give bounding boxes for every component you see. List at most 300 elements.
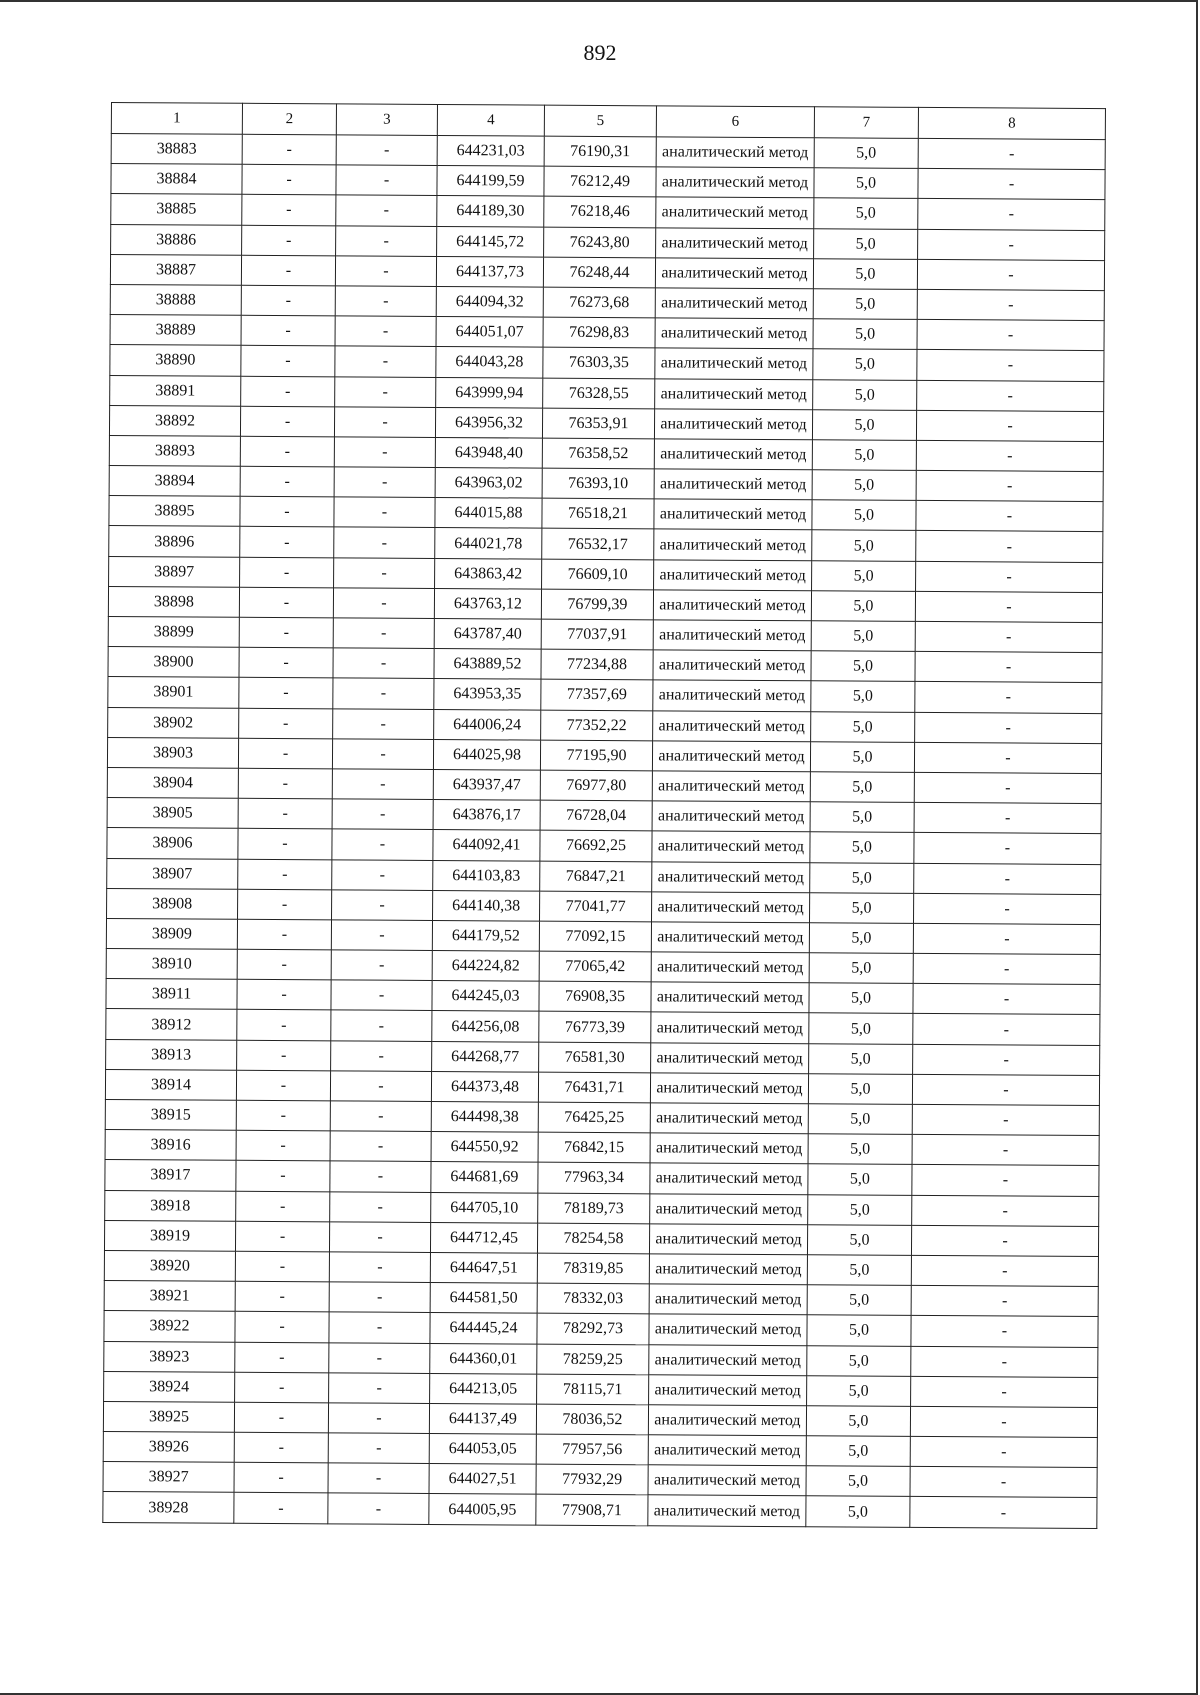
col2-cell: - — [241, 376, 335, 407]
point-number-cell: 38900 — [108, 647, 239, 678]
method-cell: аналитический метод — [649, 1224, 807, 1255]
col2-cell: - — [240, 406, 334, 437]
table-row — [103, 1492, 1097, 1528]
y-coordinate-cell: 76581,30 — [539, 1042, 651, 1073]
col2-cell: - — [236, 1191, 330, 1222]
point-number-cell: 38902 — [108, 707, 239, 738]
precision-cell: 5,0 — [807, 1345, 911, 1376]
col8-cell: - — [917, 320, 1104, 351]
y-coordinate-cell: 76842,15 — [538, 1132, 650, 1163]
x-coordinate-cell: 643963,02 — [435, 468, 542, 499]
y-coordinate-cell: 76773,39 — [539, 1012, 651, 1043]
precision-cell: 5,0 — [812, 500, 916, 531]
col8-cell: - — [915, 621, 1102, 652]
method-cell: аналитический метод — [652, 861, 810, 892]
method-cell: аналитический метод — [653, 710, 811, 741]
method-cell: аналитический метод — [650, 1133, 808, 1164]
method-cell: аналитический метод — [651, 922, 809, 953]
col8-cell: - — [917, 380, 1104, 411]
col8-cell: - — [916, 470, 1103, 501]
y-coordinate-cell: 76248,44 — [543, 257, 655, 288]
col3-cell: - — [332, 890, 433, 921]
column-header-2: 2 — [242, 103, 336, 135]
y-coordinate-cell: 77908,71 — [536, 1495, 648, 1526]
col3-cell: - — [329, 1312, 430, 1343]
y-coordinate-cell: 78259,25 — [537, 1344, 649, 1375]
x-coordinate-cell: 644712,45 — [430, 1222, 537, 1253]
col3-cell: - — [328, 1463, 429, 1494]
col8-cell: - — [915, 591, 1102, 622]
column-header-8: 8 — [918, 107, 1105, 139]
method-cell: аналитический метод — [654, 409, 812, 440]
table-body — [103, 134, 1105, 1529]
precision-cell: 5,0 — [812, 560, 916, 591]
point-number-cell: 38897 — [109, 556, 240, 587]
method-cell: аналитический метод — [653, 620, 811, 651]
x-coordinate-cell: 643948,40 — [435, 437, 542, 468]
x-coordinate-cell: 644025,98 — [433, 739, 540, 770]
method-cell: аналитический метод — [652, 831, 810, 862]
method-cell: аналитический метод — [653, 650, 811, 681]
col8-cell: - — [910, 1467, 1097, 1498]
y-coordinate-cell: 77957,56 — [536, 1434, 648, 1465]
precision-cell: 5,0 — [812, 409, 916, 440]
x-coordinate-cell: 644550,92 — [431, 1132, 538, 1163]
col8-cell: - — [916, 531, 1103, 562]
point-number-cell: 38884 — [111, 164, 242, 195]
precision-cell: 5,0 — [810, 772, 914, 803]
col8-cell: - — [914, 772, 1101, 803]
y-coordinate-cell: 78115,71 — [537, 1374, 649, 1405]
precision-cell: 5,0 — [806, 1406, 910, 1437]
col3-cell: - — [329, 1222, 430, 1253]
col3-cell: - — [331, 1010, 432, 1041]
col8-cell: - — [911, 1316, 1098, 1347]
point-number-cell: 38894 — [109, 466, 240, 497]
col8-cell: - — [911, 1376, 1098, 1407]
col3-cell: - — [333, 588, 434, 619]
method-cell: аналитический метод — [656, 197, 814, 228]
y-coordinate-cell: 76908,35 — [539, 981, 651, 1012]
col8-cell: - — [910, 1406, 1097, 1437]
point-number-cell: 38927 — [103, 1462, 234, 1493]
precision-cell: 5,0 — [806, 1436, 910, 1467]
col2-cell: - — [234, 1493, 328, 1524]
x-coordinate-cell: 643999,94 — [436, 377, 543, 408]
col8-cell: - — [918, 199, 1105, 230]
y-coordinate-cell: 76518,21 — [542, 498, 654, 529]
point-number-cell: 38925 — [103, 1401, 234, 1432]
method-cell: аналитический метод — [649, 1344, 807, 1375]
column-header-4: 4 — [437, 104, 544, 136]
precision-cell: 5,0 — [809, 953, 913, 984]
col8-cell: - — [912, 1074, 1099, 1105]
point-number-cell: 38888 — [110, 284, 241, 315]
col8-cell: - — [914, 742, 1101, 773]
col8-cell: - — [917, 350, 1104, 381]
col8-cell: - — [910, 1436, 1097, 1467]
precision-cell: 5,0 — [813, 289, 917, 320]
precision-cell: 5,0 — [812, 470, 916, 501]
col8-cell: - — [916, 410, 1103, 441]
col2-cell: - — [240, 436, 334, 467]
precision-cell: 5,0 — [811, 591, 915, 622]
y-coordinate-cell: 77037,91 — [541, 619, 653, 650]
col3-cell: - — [333, 648, 434, 679]
col3-cell: - — [335, 376, 436, 407]
x-coordinate-cell: 644581,50 — [430, 1283, 537, 1314]
precision-cell: 5,0 — [813, 349, 917, 380]
col2-cell: - — [238, 829, 332, 860]
x-coordinate-cell: 644006,24 — [434, 709, 541, 740]
point-number-cell: 38903 — [107, 737, 238, 768]
method-cell: аналитический метод — [652, 892, 810, 923]
precision-cell: 5,0 — [812, 440, 916, 471]
point-number-cell: 38926 — [103, 1432, 234, 1463]
point-number-cell: 38904 — [107, 767, 238, 798]
precision-cell: 5,0 — [810, 802, 914, 833]
col3-cell: - — [334, 527, 435, 558]
col3-cell: - — [330, 1101, 431, 1132]
precision-cell: 5,0 — [813, 259, 917, 290]
x-coordinate-cell: 643956,32 — [435, 407, 542, 438]
coordinates-table — [102, 102, 1106, 1529]
precision-cell: 5,0 — [809, 892, 913, 923]
col2-cell: - — [239, 708, 333, 739]
point-number-cell: 38906 — [107, 828, 238, 859]
col3-cell: - — [336, 135, 437, 166]
x-coordinate-cell: 644015,88 — [435, 498, 542, 529]
col3-cell: - — [328, 1433, 429, 1464]
method-cell: аналитический метод — [654, 529, 812, 560]
point-number-cell: 38920 — [104, 1250, 235, 1281]
col8-cell: - — [911, 1346, 1098, 1377]
y-coordinate-cell: 77932,29 — [536, 1464, 648, 1495]
method-cell: аналитический метод — [655, 378, 813, 409]
col3-cell: - — [331, 950, 432, 981]
method-cell: аналитический метод — [650, 1163, 808, 1194]
method-cell: аналитический метод — [656, 137, 814, 168]
col8-cell: - — [910, 1497, 1097, 1528]
y-coordinate-cell: 76728,04 — [540, 800, 652, 831]
precision-cell: 5,0 — [809, 1043, 913, 1074]
point-number-cell: 38883 — [111, 134, 242, 165]
col2-cell: - — [235, 1312, 329, 1343]
col3-cell: - — [329, 1282, 430, 1313]
precision-cell: 5,0 — [811, 711, 915, 742]
y-coordinate-cell: 77357,69 — [541, 680, 653, 711]
col2-cell: - — [236, 1130, 330, 1161]
method-cell: аналитический метод — [653, 680, 811, 711]
method-cell: аналитический метод — [655, 288, 813, 319]
precision-cell: 5,0 — [810, 742, 914, 773]
col8-cell: - — [911, 1255, 1098, 1286]
y-coordinate-cell: 78332,03 — [537, 1283, 649, 1314]
method-cell: аналитический метод — [652, 801, 810, 832]
method-cell: аналитический метод — [650, 1103, 808, 1134]
col8-cell: - — [915, 712, 1102, 743]
col3-cell: - — [336, 195, 437, 226]
col2-cell: - — [236, 1161, 330, 1192]
col3-cell: - — [328, 1493, 429, 1524]
y-coordinate-cell: 76425,25 — [538, 1102, 650, 1133]
point-number-cell: 38912 — [106, 1009, 237, 1040]
point-number-cell: 38923 — [104, 1341, 235, 1372]
col8-cell: - — [911, 1225, 1098, 1256]
method-cell: аналитический метод — [648, 1495, 806, 1526]
x-coordinate-cell: 644681,69 — [431, 1162, 538, 1193]
col3-cell: - — [329, 1342, 430, 1373]
col2-cell: - — [242, 134, 336, 165]
point-number-cell: 38886 — [111, 224, 242, 255]
col3-cell: - — [334, 497, 435, 528]
x-coordinate-cell: 644103,83 — [433, 860, 540, 891]
col8-cell: - — [918, 169, 1105, 200]
col3-cell: - — [334, 437, 435, 468]
x-coordinate-cell: 644005,95 — [429, 1494, 536, 1525]
precision-cell: 5,0 — [814, 138, 918, 169]
x-coordinate-cell: 644705,10 — [431, 1192, 538, 1223]
point-number-cell: 38916 — [105, 1130, 236, 1161]
point-number-cell: 38922 — [104, 1311, 235, 1342]
col2-cell: - — [238, 798, 332, 829]
y-coordinate-cell: 76298,83 — [543, 317, 655, 348]
column-header-3: 3 — [336, 104, 437, 136]
x-coordinate-cell: 644137,49 — [429, 1403, 536, 1434]
precision-cell: 5,0 — [809, 923, 913, 954]
col2-cell: - — [241, 315, 335, 346]
x-coordinate-cell: 644051,07 — [436, 317, 543, 348]
col3-cell: - — [329, 1252, 430, 1283]
y-coordinate-cell: 76303,35 — [543, 347, 655, 378]
x-coordinate-cell: 643863,42 — [435, 558, 542, 589]
point-number-cell: 38928 — [103, 1492, 234, 1523]
col8-cell: - — [911, 1286, 1098, 1317]
y-coordinate-cell: 78189,73 — [538, 1193, 650, 1224]
col2-cell: - — [239, 587, 333, 618]
x-coordinate-cell: 644145,72 — [437, 226, 544, 257]
method-cell: аналитический метод — [649, 1314, 807, 1345]
point-number-cell: 38914 — [105, 1069, 236, 1100]
col3-cell: - — [336, 165, 437, 196]
col2-cell: - — [234, 1402, 328, 1433]
point-number-cell: 38915 — [105, 1099, 236, 1130]
y-coordinate-cell: 78319,85 — [537, 1253, 649, 1284]
precision-cell: 5,0 — [811, 621, 915, 652]
precision-cell: 5,0 — [807, 1255, 911, 1286]
y-coordinate-cell: 78292,73 — [537, 1313, 649, 1344]
method-cell: аналитический метод — [654, 499, 812, 530]
col8-cell: - — [912, 1195, 1099, 1226]
x-coordinate-cell: 643937,47 — [433, 769, 540, 800]
point-number-cell: 38905 — [107, 798, 238, 829]
col2-cell: - — [238, 768, 332, 799]
col2-cell: - — [234, 1432, 328, 1463]
y-coordinate-cell: 77041,77 — [540, 891, 652, 922]
method-cell: аналитический метод — [651, 1012, 809, 1043]
point-number-cell: 38911 — [106, 979, 237, 1010]
x-coordinate-cell: 644445,24 — [430, 1313, 537, 1344]
col3-cell: - — [328, 1403, 429, 1434]
column-header-1: 1 — [111, 103, 242, 135]
col2-cell: - — [235, 1281, 329, 1312]
point-number-cell: 38898 — [108, 586, 239, 617]
col8-cell: - — [912, 1104, 1099, 1135]
col2-cell: - — [236, 1100, 330, 1131]
x-coordinate-cell: 643889,52 — [434, 649, 541, 680]
x-coordinate-cell: 643787,40 — [434, 618, 541, 649]
x-coordinate-cell: 644053,05 — [429, 1434, 536, 1465]
col2-cell: - — [242, 164, 336, 195]
col3-cell: - — [332, 829, 433, 860]
precision-cell: 5,0 — [810, 832, 914, 863]
col2-cell: - — [234, 1463, 328, 1494]
point-number-cell: 38892 — [109, 405, 240, 436]
col2-cell: - — [237, 1040, 331, 1071]
col3-cell: - — [334, 557, 435, 588]
point-number-cell: 38887 — [110, 254, 241, 285]
col8-cell: - — [912, 1135, 1099, 1166]
y-coordinate-cell: 77963,34 — [538, 1163, 650, 1194]
x-coordinate-cell: 643953,35 — [434, 679, 541, 710]
col8-cell: - — [917, 259, 1104, 290]
col2-cell: - — [237, 980, 331, 1011]
x-coordinate-cell: 644043,28 — [436, 347, 543, 378]
col8-cell: - — [916, 440, 1103, 471]
col2-cell: - — [235, 1251, 329, 1282]
method-cell: аналитический метод — [650, 1073, 808, 1104]
x-coordinate-cell: 644245,03 — [432, 981, 539, 1012]
y-coordinate-cell: 76609,10 — [542, 559, 654, 590]
method-cell: аналитический метод — [649, 1374, 807, 1405]
col2-cell: - — [238, 889, 332, 920]
col2-cell: - — [240, 527, 334, 558]
col8-cell: - — [915, 652, 1102, 683]
y-coordinate-cell: 77234,88 — [541, 649, 653, 680]
col2-cell: - — [237, 919, 331, 950]
col8-cell: - — [916, 561, 1103, 592]
y-coordinate-cell: 76431,71 — [538, 1072, 650, 1103]
method-cell: аналитический метод — [652, 741, 810, 772]
col2-cell: - — [240, 557, 334, 588]
precision-cell: 5,0 — [807, 1285, 911, 1316]
col3-cell: - — [331, 1040, 432, 1071]
y-coordinate-cell: 76393,10 — [542, 468, 654, 499]
precision-cell: 5,0 — [814, 168, 918, 199]
method-cell: аналитический метод — [649, 1254, 807, 1285]
point-number-cell: 38921 — [104, 1281, 235, 1312]
precision-cell: 5,0 — [810, 862, 914, 893]
point-number-cell: 38890 — [110, 345, 241, 376]
precision-cell: 5,0 — [806, 1496, 910, 1527]
x-coordinate-cell: 644268,77 — [432, 1041, 539, 1072]
x-coordinate-cell: 644140,38 — [433, 890, 540, 921]
col3-cell: - — [331, 920, 432, 951]
y-coordinate-cell: 76799,39 — [541, 589, 653, 620]
column-header-6: 6 — [656, 106, 814, 138]
col8-cell: - — [913, 893, 1100, 924]
x-coordinate-cell: 644224,82 — [432, 951, 539, 982]
precision-cell: 5,0 — [808, 1194, 912, 1225]
method-cell: аналитический метод — [649, 1284, 807, 1315]
y-coordinate-cell: 76532,17 — [542, 529, 654, 560]
page-number: 892 — [583, 40, 617, 65]
method-cell: аналитический метод — [655, 258, 813, 289]
col8-cell: - — [913, 1044, 1100, 1075]
point-number-cell: 38909 — [106, 918, 237, 949]
x-coordinate-cell: 644027,51 — [429, 1464, 536, 1495]
col2-cell: - — [241, 285, 335, 316]
precision-cell: 5,0 — [811, 681, 915, 712]
point-number-cell: 38918 — [105, 1190, 236, 1221]
point-number-cell: 38907 — [107, 858, 238, 889]
method-cell: аналитический метод — [653, 590, 811, 621]
col3-cell: - — [335, 316, 436, 347]
method-cell: аналитический метод — [655, 318, 813, 349]
col8-cell: - — [916, 501, 1103, 532]
y-coordinate-cell: 78254,58 — [537, 1223, 649, 1254]
y-coordinate-cell: 76243,80 — [544, 227, 656, 258]
col3-cell: - — [331, 980, 432, 1011]
method-cell: аналитический метод — [656, 227, 814, 258]
point-number-cell: 38893 — [109, 435, 240, 466]
point-number-cell: 38919 — [104, 1220, 235, 1251]
col2-cell: - — [239, 678, 333, 709]
col8-cell: - — [913, 953, 1100, 984]
col3-cell: - — [334, 407, 435, 438]
col8-cell: - — [917, 289, 1104, 320]
col3-cell: - — [335, 286, 436, 317]
point-number-cell: 38913 — [106, 1039, 237, 1070]
x-coordinate-cell: 644179,52 — [432, 920, 539, 951]
precision-cell: 5,0 — [813, 379, 917, 410]
point-number-cell: 38908 — [107, 888, 238, 919]
method-cell: аналитический метод — [650, 1193, 808, 1224]
point-number-cell: 38885 — [111, 194, 242, 225]
col8-cell: - — [913, 923, 1100, 954]
col3-cell: - — [330, 1191, 431, 1222]
precision-cell: 5,0 — [808, 1074, 912, 1105]
y-coordinate-cell: 76692,25 — [540, 830, 652, 861]
col8-cell: - — [913, 1014, 1100, 1045]
x-coordinate-cell: 644199,59 — [437, 166, 544, 197]
y-coordinate-cell: 77092,15 — [539, 921, 651, 952]
precision-cell: 5,0 — [809, 1013, 913, 1044]
x-coordinate-cell: 644137,73 — [436, 256, 543, 287]
y-coordinate-cell: 78036,52 — [536, 1404, 648, 1435]
point-number-cell: 38899 — [108, 616, 239, 647]
x-coordinate-cell: 643763,12 — [434, 588, 541, 619]
col2-cell: - — [242, 195, 336, 226]
method-cell: аналитический метод — [656, 167, 814, 198]
precision-cell: 5,0 — [814, 228, 918, 259]
precision-cell: 5,0 — [808, 1104, 912, 1135]
col2-cell: - — [239, 647, 333, 678]
x-coordinate-cell: 644021,78 — [435, 528, 542, 559]
precision-cell: 5,0 — [813, 319, 917, 350]
point-number-cell: 38895 — [109, 496, 240, 527]
precision-cell: 5,0 — [807, 1225, 911, 1256]
column-header-5: 5 — [544, 105, 656, 137]
precision-cell: 5,0 — [809, 983, 913, 1014]
precision-cell: 5,0 — [806, 1466, 910, 1497]
col8-cell: - — [918, 138, 1105, 169]
precision-cell: 5,0 — [808, 1134, 912, 1165]
precision-cell: 5,0 — [812, 530, 916, 561]
col3-cell: - — [330, 1131, 431, 1162]
col3-cell: - — [333, 618, 434, 649]
col2-cell: - — [235, 1372, 329, 1403]
